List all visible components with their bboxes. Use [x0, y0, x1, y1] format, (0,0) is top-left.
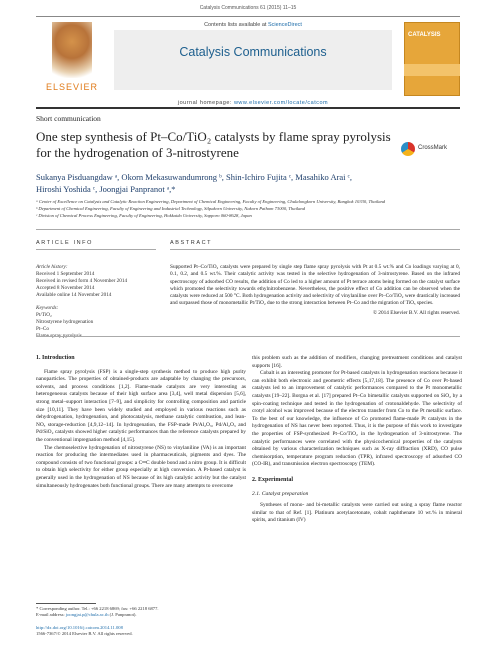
keyword: Pt–Co: [36, 326, 49, 332]
article-info-heading: ARTICLE INFO: [36, 240, 93, 246]
history-item: Available online 14 November 2014: [36, 292, 112, 298]
crossmark-badge[interactable]: [401, 142, 459, 162]
copyright-notice: © 2014 Elsevier B.V. All rights reserved.: [372, 309, 460, 316]
abstract-heading: ABSTRACT: [170, 240, 213, 246]
keyword: Nitrostyrene hydrogenation: [36, 319, 94, 325]
article-info: [36, 264, 156, 340]
corresponding-author-note: * Corresponding author. Tel.: +66 2218 6869; fax: +66 2218 6877.: [36, 606, 159, 611]
body-paragraph: The chemoselective hydrogenation of nitrostyrene (NS) to vinylaniline (VA) is an important reaction for producing the intermediates used in pharmaceuticals, pigments and dyes. The compound consists of two functional groups: a C═C double bond and a nitro group. It is difficult to obtain high selectivity for either group especially at high conversion. A Pt-based catalyst is generally used in the hydrogenation of NS because of its high catalytic activity but the catalyst simultaneously hydrogenates both functional groups. There are many attempts to overcome: [36, 444, 246, 489]
journal-title: Catalysis Communications: [179, 45, 327, 59]
catalyst-preparation-heading: 2.1. Catalyst preparation: [252, 490, 309, 497]
elsevier-logo: [36, 20, 108, 100]
keywords-heading: Keywords:: [36, 305, 59, 311]
abstract: [170, 264, 460, 317]
article-type: Short communication: [36, 114, 101, 123]
affiliation-c: ᶜ Division of Chemical Process Engineering, Faculty of Engineering, Hokkaido University, Sapporo 060-8628, Japan: [36, 213, 252, 218]
author-list: [36, 171, 436, 195]
journal-homepage: [108, 100, 398, 106]
homepage-prefix: journal homepage:: [177, 100, 234, 106]
authors-line-2: Hiroshi Yoshida ᶜ, Joongjai Panpranot ᵃ,*: [36, 184, 176, 194]
elsevier-tree-icon: [52, 22, 92, 78]
body-column-right: [252, 355, 462, 525]
journal-cover-title: CATALYSIS: [408, 32, 441, 38]
footnote-rule: [36, 603, 96, 604]
authors-line-1: Sukanya Pisduangdaw ᵃ, Okorn Mekasuwandumrong ᵇ, Shin-Ichiro Fujita ᶜ, Masahiko Arai ᶜ,: [36, 172, 352, 182]
journal-reference: Catalysis Communications 61 (2015) 11–15: [199, 5, 297, 11]
history-item: Accepted 8 November 2014: [36, 285, 95, 291]
email-note: [36, 612, 246, 618]
email-suffix: (J. Panpranot).: [108, 612, 137, 617]
article-title: One step synthesis of Pt–Co/TiO₂ catalysts by flame spray pyrolysis for the hydrogenation of 3-nitrostyrene: [36, 129, 391, 160]
footnotes: [36, 606, 246, 618]
keyword: Pt/TiO₂: [36, 312, 52, 318]
journal-masthead: [36, 16, 460, 106]
body-paragraph: this problem such as the addition of modifiers, changing pretreatment conditions and catalyst supports [16].: [252, 355, 462, 369]
introduction-heading: 1. Introduction: [36, 355, 75, 361]
article-info-rule: [36, 249, 156, 250]
contents-available: [108, 22, 398, 28]
header-divider: [36, 229, 460, 230]
abstract-rule: [170, 249, 460, 250]
experimental-heading: 2. Experimental: [252, 476, 293, 483]
masthead-bottom-rule: [36, 107, 460, 109]
body-paragraph: Cobalt is an interesting promoter for Pt-based catalysts in hydrogenation reactions because it can exhibit both electronic and geometric effects [5,17,18]. The presence of Co over Pt-based catalysts led to an improvement of catalytic performances compared to the Pt monometallic catalysts [19–22]. Borgna et al. [17] prepared Pt–Co bimetallic catalysts supported on SiO₂ by a spin-coating technique and tested in the hydrogenation of crotonaldehyde. The selectivity of crotyl alcohol was improved because of the electron transfer from Co to the Pt metallic surface. To the best of our knowledge, the influence of Co promoted flame-made Pt catalysts in the hydrogenation of NS has never been reported. Thus, it is the purpose of this work to investigate the properties of FSP-synthesized Pt–Co/TiO₂ in the hydrogenation of 3-nitrostyrene. The catalytic performances were correlated with the physicochemical properties of the catalysts obtained by various characterization techniques such as X-ray diffraction (XRD), CO pulse chemisorption, temperature program reduction (TPR), infrared spectroscopy of adsorbed CO (CO-IR), and transmission electron spectroscopy (TEM).: [252, 370, 462, 468]
homepage-link[interactable]: www.elsevier.com/locate/catcom: [233, 100, 329, 106]
history-item: Received in revised form 4 November 2014: [36, 278, 128, 284]
email-link[interactable]: joongjai.p@chula.ac.th: [65, 612, 109, 617]
journal-cover-band: [404, 64, 460, 76]
masthead-top-rule: [36, 16, 460, 17]
masthead-panel: [114, 30, 392, 90]
issn-line: 1566-7367/© 2014 Elsevier B.V. All rights reserved.: [36, 631, 133, 636]
crossmark-label: CrossMark: [418, 145, 448, 151]
abstract-divider: [36, 336, 460, 337]
abstract-text: Supported Pt–Co/TiO₂ catalysts were prepared by single step flame spray pyrolysis with Pt at 0.5 wt.% and Co loadings varying at 0, 0.1, 0.2, and 0.5 wt.%. Their catalytic activity was tested in the selective hydrogenation of 3-nitrostyrene. Based on the infrared spectroscopy of adsorbed CO results, the addition of Co led to a higher amount of Pt terrace atoms being formed on the catalyst surface which promoted the selectivity towards ethylnitrobenzene. Nevertheless, the positive effect of Co addition can be observed when the catalysts were reduced at 500 °C. Both hydrogenation activity and selectivity of vinylaniline over Pt–Co/TiO₂ were drastically increased and surpassed those of monometallic Pt/TiO₂ due to the strong interaction between Pt–Co and the migration of TiOₓ species.: [170, 264, 460, 307]
contents-prefix: Contents lists available at: [204, 22, 268, 28]
crossmark-icon: [401, 142, 415, 156]
email-prefix: E-mail address:: [36, 612, 66, 617]
publisher-name: ELSEVIER: [45, 82, 99, 92]
doi-link[interactable]: http://dx.doi.org/10.1016/j.catcom.2014.11.008: [36, 625, 123, 630]
sciencedirect-link[interactable]: ScienceDirect: [267, 22, 302, 28]
doi-block: [36, 625, 246, 637]
body-paragraph: Flame spray pyrolysis (FSP) is a single-step synthesis method to produce high purity nanoparticles. The properties of obtained-products are adaptable by changing the precursors, solvents, and process conditions [1,2]. Flame-made catalysts are very interesting as heterogeneous catalysts because of their high surface area [3,4], well metal dispersion [5,6], strong metal–support interaction [7–9], and simplicity for controlling composition and particle size [10,11]. They have been widely studied and employed in various reactions such as dehydrogenation, hydrogenation, and photocatalysis, methane catalytic combustion, and lean-NOₓ storage-reduction [4,9,12–14]. In hydrogenation, the FSP-made Pt/Al₂O₃, Pd/Al₂O₃ and Pd/SiO₂ catalysts showed higher catalytic performances than the reference catalysts prepared by the conventional impregnation method [4,15].: [36, 368, 246, 443]
body-column-left: [36, 355, 246, 490]
history-item: Received 1 September 2014: [36, 271, 95, 277]
body-paragraph: Syntheses of mono- and bi-metallic catalysts were carried out using a spray flame reactor similar to that of Ref. [1]. Platinum acetylacetonate, cobalt naphthenate 10 wt.% in mineral spirits, and titanium (IV): [252, 502, 462, 524]
affiliation-a: ᵃ Center of Excellence on Catalysis and Catalytic Reaction Engineering, Department of Chemical Engineering, Faculty of Engineering, Chulalongkorn University, Bangkok 10330, Thailand: [36, 199, 386, 204]
history-heading: Article history:: [36, 264, 68, 270]
affiliation-b: ᵇ Department of Chemical Engineering, Faculty of Engineering and Industrial Technology, Silpakorn University, Nakorn Pathom 73000, Thailand: [36, 206, 306, 211]
